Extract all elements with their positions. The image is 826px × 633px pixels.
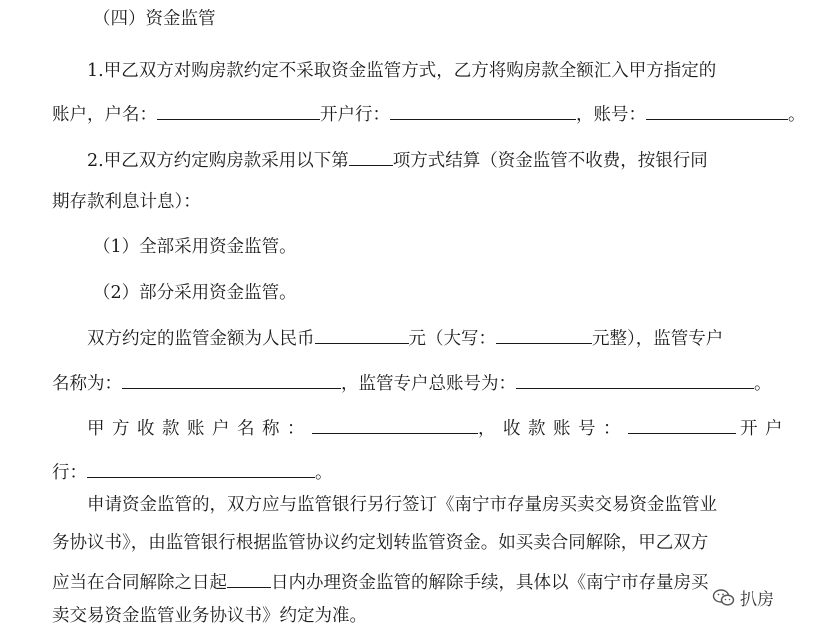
supervision-line-1: 申请资金监管的，双方应与监管银行另行签订《南宁市存量房买卖交易资金监管业 xyxy=(87,495,717,515)
party-a-line-1 xyxy=(87,415,790,441)
option-2: （2）部分采用资金监管。 xyxy=(93,283,297,303)
party-a-bank-blank[interactable] xyxy=(87,459,315,478)
bank-label: 开户行： xyxy=(320,105,390,125)
option-number-blank[interactable] xyxy=(349,147,393,166)
amount-capital-blank[interactable] xyxy=(496,325,592,344)
clause-1-line-1: 1.甲乙双方对购房款约定不采取资金监管方式，乙方将购房款全额汇入甲方指定的 xyxy=(87,61,717,81)
party-a-line-2 xyxy=(52,459,333,485)
account-number-label: ，账号： xyxy=(576,105,646,125)
clause-2-line-2: 期存款利息计息）： xyxy=(52,192,201,212)
party-a-account-no-label: ，收款账号： xyxy=(478,419,628,439)
section-heading: （四）资金监管 xyxy=(93,9,216,29)
amount-end: 。 xyxy=(754,374,772,394)
supervision-account-no-blank[interactable] xyxy=(516,370,754,389)
supervision-line-4: 卖交易资金监管业务协议书》约定为准。 xyxy=(52,606,367,626)
amount-rmb-blank[interactable] xyxy=(315,325,409,344)
amount-text-c: 元整），监管专户 xyxy=(592,329,724,349)
option-1: （1）全部采用资金监管。 xyxy=(93,237,297,257)
party-a-account-name-blank[interactable] xyxy=(312,415,478,434)
party-a-end: 。 xyxy=(315,463,333,483)
amount-line-1 xyxy=(87,325,723,351)
amount-line-2 xyxy=(52,370,772,396)
account-title-label: 名称为： xyxy=(52,374,122,394)
bank-blank[interactable] xyxy=(390,101,576,120)
amount-text-a: 双方约定的监管金额为人民币 xyxy=(87,329,315,349)
wechat-icon xyxy=(712,588,736,608)
account-name-label: 账户，户名： xyxy=(52,105,157,125)
supervision-text-b: 日内办理资金监管的解除手续，具体以《南宁市存量房买 xyxy=(271,573,709,593)
supervision-text-a: 应当在合同解除之日起 xyxy=(52,573,227,593)
party-a-account-no-blank[interactable] xyxy=(628,415,736,434)
party-a-bank-label: 开户 xyxy=(740,419,790,439)
account-name-blank[interactable] xyxy=(157,101,320,120)
clause-2-text-a: 2.甲乙双方约定购房款采用以下第 xyxy=(87,151,349,171)
account-number-blank[interactable] xyxy=(646,101,788,120)
supervision-account-no-label: ，监管专户总账号为： xyxy=(341,374,516,394)
party-a-account-name-label: 甲方收款账户名称： xyxy=(87,419,312,439)
clause-2-text-b: 项方式结算（资金监管不收费，按银行同 xyxy=(392,151,708,171)
clause-2-line-1 xyxy=(87,147,708,173)
watermark-text: 扒房 xyxy=(740,590,774,610)
supervision-account-name-blank[interactable] xyxy=(122,370,341,389)
supervision-line-2: 务协议书》，由监管银行根据监管协议约定划转监管资金。如买卖合同解除，甲乙双方 xyxy=(52,533,709,553)
party-a-bank-label-cont: 行： xyxy=(52,463,87,483)
clause-1-end: 。 xyxy=(788,105,806,125)
days-blank[interactable] xyxy=(227,569,271,588)
amount-text-b: 元（大写： xyxy=(408,329,496,349)
watermark xyxy=(712,585,774,610)
supervision-line-3 xyxy=(52,569,709,595)
clause-1-line-2 xyxy=(52,101,806,127)
